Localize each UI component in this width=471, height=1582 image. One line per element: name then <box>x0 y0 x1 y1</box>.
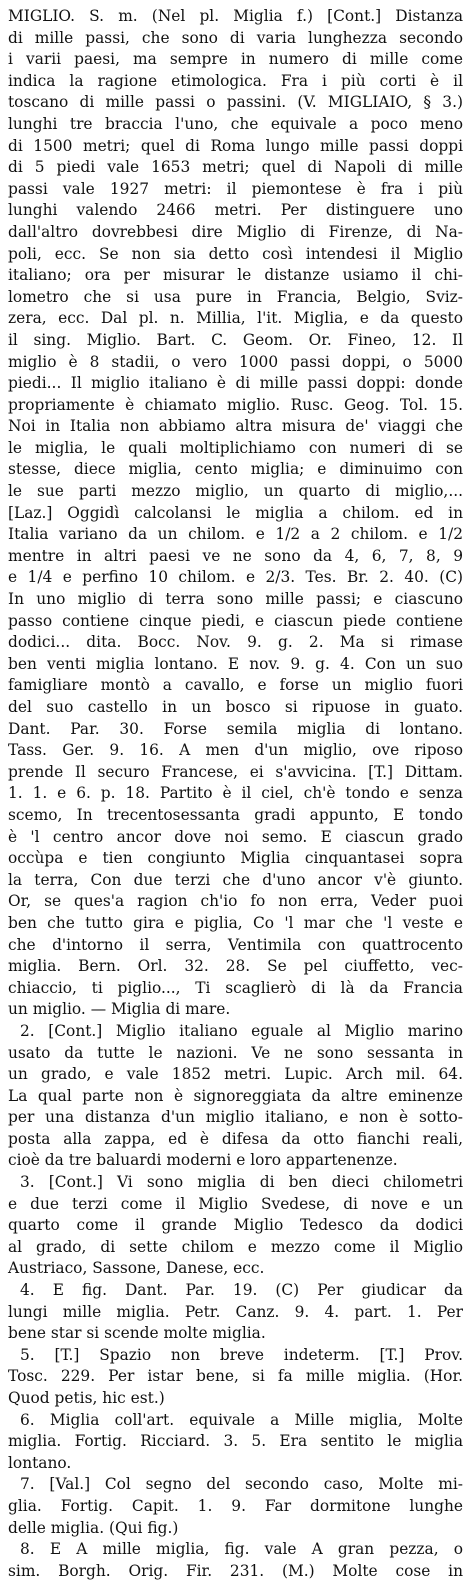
entry-text-line: mentre in altri paesi ve ne sono da 4, 6, 7, 8, 9 <box>8 546 463 565</box>
entry-text-line: Dant. Par. 30. Forse semila miglia di lontano. <box>8 719 463 738</box>
entry-text-line: usato da tutte le nazioni. Ve ne sono sessanta in <box>8 1043 463 1062</box>
entry-text-line: al grado, di sette chilom e mezzo come il Miglio <box>8 1237 463 1256</box>
entry-text-line: La qual parte non è signoreggiata da altre eminenze <box>8 1086 463 1105</box>
entry-text-line: passi vale 1927 metri: il piemontese è fra i più <box>8 179 463 198</box>
entry-text-line: che d'intorno il serra, Ventimila con quattrocento <box>8 935 463 954</box>
entry-text-line: Austriaco, Sassone, Danese, ecc. <box>8 1259 265 1278</box>
entry-text-line: chiaccio, ti piglio..., Ti scaglierò di là da Francia <box>8 978 463 997</box>
entry-text-line: In uno miglio di terra sono mille passi; e ciascuno <box>8 590 463 609</box>
entry-text-line: è 'l centro ancor dove noi semo. E ciascun grado <box>8 827 463 846</box>
entry-text-line: ben venti miglia lontano. E nov. 9. g. 4. Con un suo <box>8 654 463 673</box>
entry-text-line: le sue parti mezzo miglio, un quarto di miglio,... <box>8 482 463 501</box>
entry-text-line: miglia. Bern. Orl. 32. 28. Se pel ciuffetto, vec- <box>8 957 463 976</box>
entry-text-line: 2. [Cont.] Miglio italiano eguale al Miglio marino <box>20 1021 463 1040</box>
entry-text-line: dodici... dita. Bocc. Nov. 9. g. 2. Ma si rimase <box>8 633 463 652</box>
entry-text-line: Or, se ques'a ragion ch'io fo non erra, Veder puoi <box>8 892 463 911</box>
entry-text-line: e 1/4 e perfino 10 chilom. e 2/3. Tes. Br. 2. 40. (C) <box>8 568 463 587</box>
dictionary-entry-miglio <box>8 6 463 1582</box>
entry-text-line: 1. 1. e 6. p. 18. Partito è il ciel, ch'è tondo e senza <box>8 784 463 803</box>
entry-text-line: sim. Borgh. Orig. Fir. 231. (M.) Molte cose in <box>8 1561 463 1580</box>
entry-text-line: piedi... Il miglio italiano è di mille passi doppi: donde <box>8 374 463 393</box>
entry-text-line: miglia. Fortig. Ricciard. 3. 5. Era sentito le miglia <box>8 1432 463 1451</box>
entry-text-line: MIGLIO. S. m. (Nel pl. Miglia f.) [Cont.] Distanza <box>8 7 463 25</box>
entry-text-line: scemo, In trecentosessanta gradi appunto, E tondo <box>8 805 463 824</box>
entry-text-line: delle miglia. (Qui fig.) <box>8 1518 179 1537</box>
entry-text-line: passo contiene cinque piedi, e ciascun piede contiene <box>8 611 463 630</box>
entry-text-line: zera, ecc. Dal pl. n. Millia, l'it. Miglia, e da questo <box>8 309 463 328</box>
entry-text-line: posta alla zappa, ed è difesa da otto fianchi reali, <box>8 1129 463 1148</box>
entry-text-line: cioè da tre baluardi moderni e loro appartenenze. <box>8 1151 398 1170</box>
entry-text-line: toscano di mille passi o passini. (V. MIGLIAIO, § 3.) <box>8 93 463 112</box>
entry-text-line: miglio è 8 stadii, o vero 1000 passi doppi, o 5000 <box>8 352 463 371</box>
entry-text-line: 4. E fig. Dant. Par. 19. (C) Per giudicar da <box>20 1281 463 1300</box>
entry-text-line: il sing. Miglio. Bart. C. Geom. Or. Fineo, 12. Il <box>8 330 463 349</box>
entry-text-line: Quod petis, hic est.) <box>8 1389 165 1407</box>
entry-text-line: lungi mille miglia. Petr. Canz. 9. 4. part. 1. Per <box>8 1302 463 1321</box>
entry-text-line: di 5 piedi vale 1653 metri; quel di Napoli di mille <box>8 158 463 177</box>
entry-text-line: ben che tutto gira e piglia, Co 'l mar che 'l veste e <box>8 913 463 932</box>
entry-text-line: [Laz.] Oggidì calcolansi le miglia a chilom. ed in <box>8 503 463 522</box>
entry-text-line: 8. E A mille miglia, fig. vale A gran pezza, o <box>20 1540 463 1559</box>
entry-text-line: poli, ecc. Se non sia detto così intendesi il Miglio <box>8 244 463 263</box>
entry-text-line: 7. [Val.] Col segno del secondo caso, Molte mi- <box>20 1475 463 1494</box>
entry-text-line: e due terzi come il Miglio Svedese, di nove e un <box>8 1194 463 1213</box>
entry-text-line: la terra, Con due terzi che d'uno ancor v'è giunto. <box>8 870 463 889</box>
entry-text-line: i varii paesi, ma sempre in numero di mille come <box>8 50 463 69</box>
entry-text-line: un grado, e vale 1852 metri. Lupic. Arch mil. 64. <box>8 1065 463 1084</box>
entry-text-line: glia. Fortig. Capit. 1. 9. Far dormitone lunghe <box>8 1496 463 1515</box>
entry-text-line: di mille passi, che sono di varia lunghezza secondo <box>8 28 463 47</box>
entry-text-line: quarto come il grande Miglio Tedesco da dodici <box>8 1216 463 1235</box>
entry-text-line: del suo castello in un bosco si ripuose in guato. <box>8 698 463 716</box>
entry-text-line: 6. Miglia coll'art. equivale a Mille miglia, Molte <box>20 1410 463 1429</box>
entry-text-line: dall'altro dovrebbesi dire Miglio di Firenze, di Na- <box>8 222 463 241</box>
entry-text-line: le miglia, le quali moltiplichiamo con numeri di se <box>8 438 463 457</box>
entry-text-line: lunghi tre braccia l'uno, che equivale a poco meno <box>8 114 463 133</box>
entry-text-line: 3. [Cont.] Vi sono miglia di ben dieci chilometri <box>20 1173 463 1192</box>
entry-text-line: per una distanza d'un miglio italiano, e non è sotto- <box>8 1108 463 1127</box>
entry-text-line: bene star si scende molte miglia. <box>8 1324 266 1343</box>
entry-text-line: lontano. <box>8 1453 72 1472</box>
entry-text-line: lunghi valendo 2466 metri. Per distinguere uno <box>8 201 463 220</box>
entry-text-line: 5. [T.] Spazio non breve indeterm. [T.] Prov. <box>20 1345 463 1364</box>
entry-text-line: famigliare montò a cavallo, e forse un miglio fuori <box>8 676 463 695</box>
entry-text-line: lometro che si usa pure in Francia, Belgio, Sviz- <box>8 287 463 306</box>
entry-text-line: di 1500 metri; quel di Roma lungo mille passi doppi <box>8 136 463 155</box>
entry-text-line: indica la ragione etimologica. Fra i più corti è il <box>8 71 463 90</box>
entry-text-line: stesse, diece miglia, cento miglia; e diminuimo con <box>8 460 463 479</box>
entry-text-line: Noi in Italia non abbiamo altra misura de' viaggi che <box>8 417 463 436</box>
entry-text-line: occùpa e tien congiunto Miglia cinquantasei sopra <box>8 849 463 868</box>
entry-text-line: propriamente è chiamato miglio. Rusc. Geog. Tol. 15. <box>8 395 463 414</box>
entry-text-line: prende Il securo Francese, ei s'avvicina. [T.] Dittam. <box>8 762 463 781</box>
entry-text-line: un miglio. — Miglia di mare. <box>8 1000 231 1019</box>
entry-text-line: Tass. Ger. 9. 16. A men d'un miglio, ove riposo <box>8 741 463 760</box>
entry-text-line: Italia variano da un chilom. e 1/2 a 2 chilom. e 1/2 <box>8 525 463 544</box>
entry-text-line: Tosc. 229. Per istar bene, si fa mille miglia. (Hor. <box>8 1367 463 1386</box>
entry-text-line: italiano; ora per misurar le distanze usiamo il chi- <box>8 266 463 285</box>
